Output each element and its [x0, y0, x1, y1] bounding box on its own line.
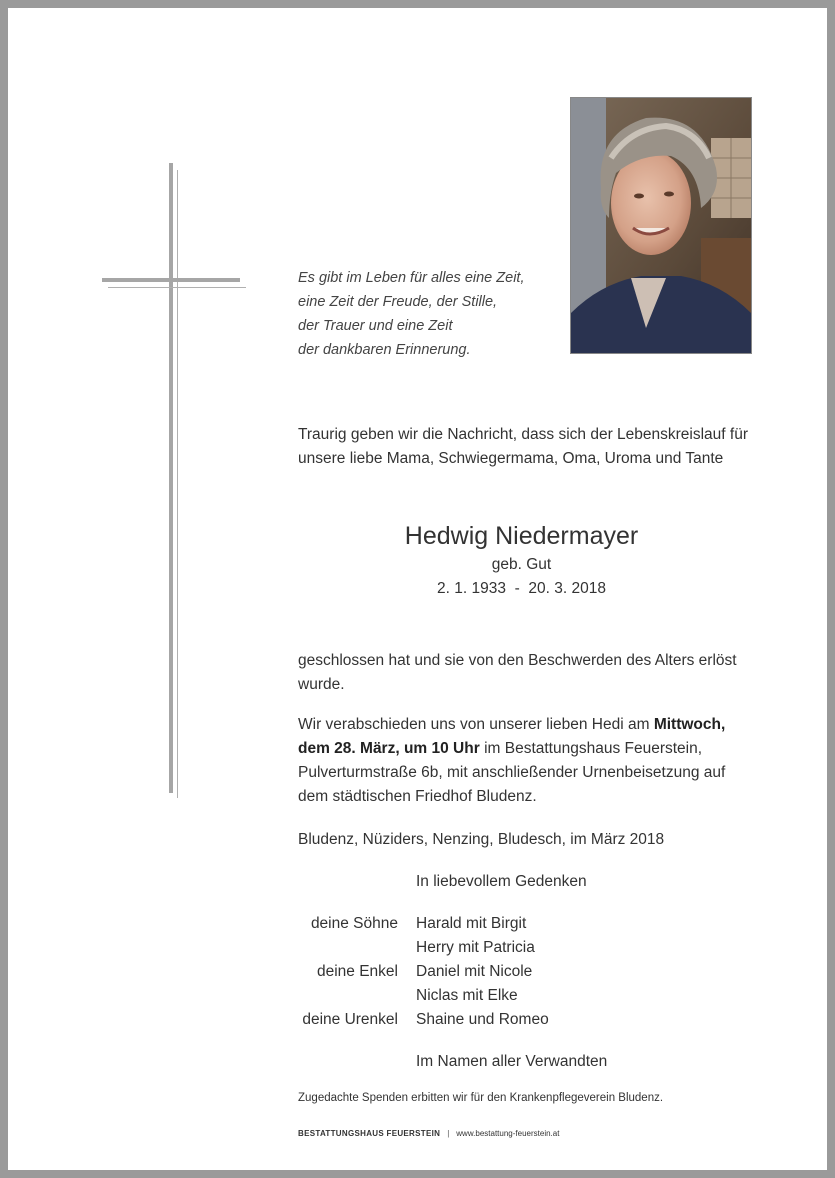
- mourner-relation: deine Enkel: [316, 963, 398, 980]
- portrait-photo: [570, 97, 752, 354]
- announcement-intro: Traurig geben wir die Nachricht, dass sich der Lebenskreislauf für unsere liebe Mama, Schwiegermama, Oma, Uroma und Tante: [298, 426, 748, 467]
- portrait-image: [571, 98, 751, 353]
- cross-vertical-bar: [169, 163, 173, 793]
- cross-horizontal-line: [108, 287, 246, 288]
- mourner-name: Herry mit Patricia: [416, 939, 535, 956]
- mourner-relation: deine Urenkel: [302, 1011, 398, 1028]
- mourner-name: Shaine und Romeo: [416, 1011, 549, 1028]
- maiden-name: geb. Gut: [491, 556, 552, 573]
- place-and-date: Bludenz, Nüziders, Nenzing, Bludesch, im März 2018: [298, 831, 665, 848]
- deceased-info: [298, 519, 745, 601]
- mourners-opening-row: [298, 870, 758, 894]
- mourner-row: [298, 960, 758, 984]
- mourner-row: [298, 912, 758, 936]
- website-link[interactable]: www.bestattung-feuerstein.at: [456, 1129, 560, 1138]
- quote-line: der Trauer und eine Zeit: [298, 318, 453, 334]
- funeral-location: im Bestattungshaus Feuerstein, Pulverturmstraße 6b, mit anschließender Urnenbeisetzung auf dem städtischen Friedhof Bludenz.: [298, 740, 726, 805]
- mourners-list: [298, 870, 758, 1074]
- mourner-name: Niclas mit Elke: [416, 987, 518, 1004]
- mourner-row: [298, 936, 758, 960]
- mourner-name: Harald mit Birgit: [416, 915, 527, 932]
- mourners-opening: In liebevollem Gedenken: [416, 873, 587, 890]
- funeral-details: [298, 713, 758, 809]
- mourner-row: [298, 984, 758, 1008]
- mourners-closing: Im Namen aller Verwandten: [416, 1053, 608, 1070]
- donation-note: Zugedachte Spenden erbitten wir für den Krankenpflegeverein Bludenz.: [298, 1092, 664, 1104]
- quote-line: eine Zeit der Freude, der Stille,: [298, 294, 498, 310]
- cross-horizontal-bar: [102, 278, 240, 282]
- mourner-row: [298, 1008, 758, 1032]
- mourners-closing-row: [298, 1050, 758, 1074]
- deceased-name: Hedwig Niedermayer: [404, 522, 639, 550]
- cross-vertical-line: [177, 170, 178, 798]
- announcement-continuation: geschlossen hat und sie von den Beschwerden des Alters erlöst wurde.: [298, 652, 737, 693]
- life-dates: 2. 1. 1933 - 20. 3. 2018: [437, 580, 606, 597]
- mourner-relation: deine Söhne: [310, 915, 398, 932]
- footer-separator: |: [447, 1129, 450, 1138]
- quote-line: der dankbaren Erinnerung.: [298, 342, 471, 358]
- funeral-date-time: Mittwoch, dem 28. März, um 10 Uhr: [298, 716, 726, 757]
- footer: [298, 1128, 758, 1140]
- mourner-relation: [298, 936, 416, 960]
- funeral-details-intro: Wir verabschieden uns von unserer lieben Hedi am: [298, 716, 654, 733]
- mourner-relation: [298, 984, 416, 1008]
- company-name: BESTATTUNGSHAUS FEUERSTEIN: [298, 1129, 441, 1138]
- memorial-quote: [298, 266, 558, 362]
- quote-line: Es gibt im Leben für alles eine Zeit,: [298, 270, 525, 286]
- mourner-name: Daniel mit Nicole: [416, 963, 533, 980]
